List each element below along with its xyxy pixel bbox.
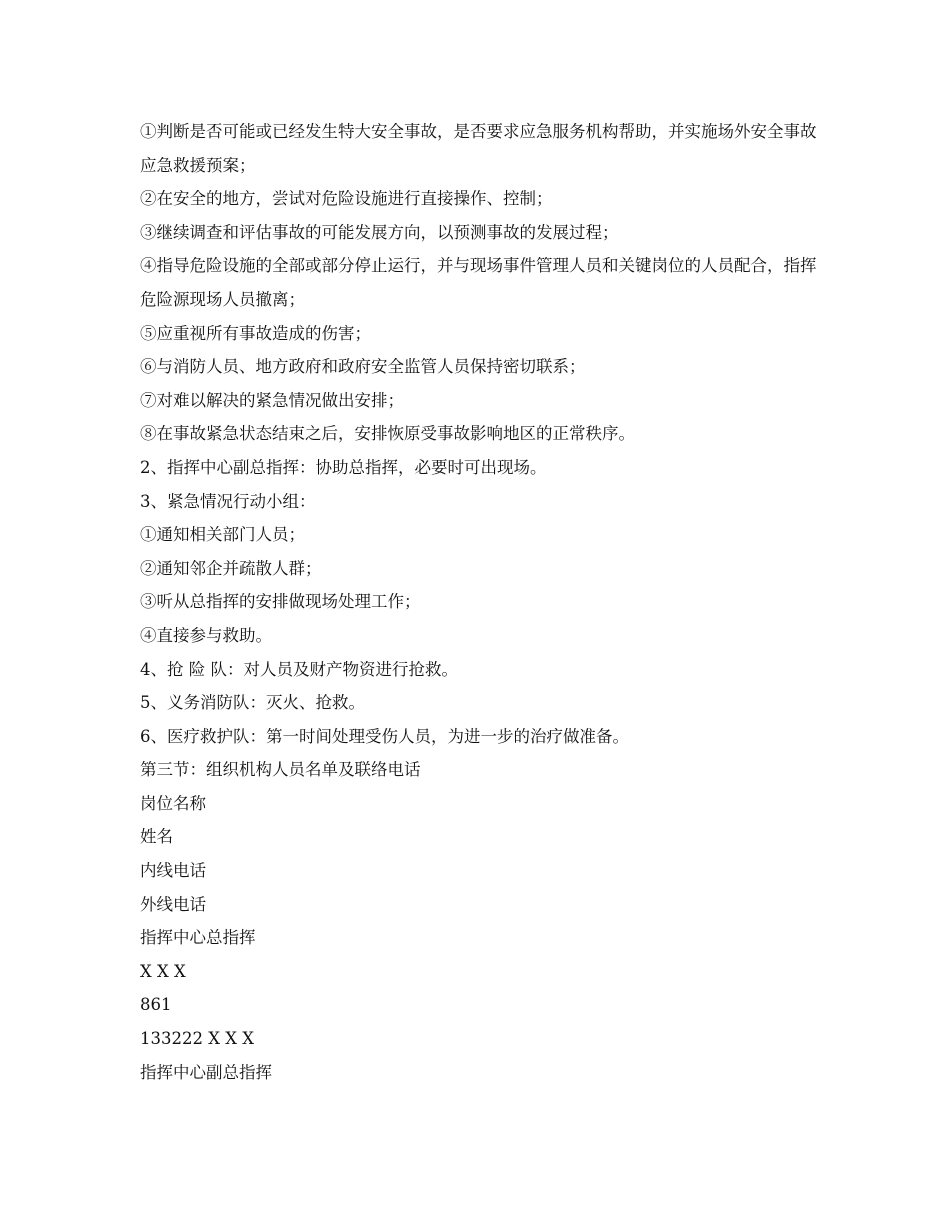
document-body bbox=[140, 115, 820, 1089]
table-cell-name: X X X bbox=[140, 961, 186, 981]
paragraph-duty-6: ⑥与消防人员、地方政府和政府安全监管人员保持密切联系； bbox=[140, 357, 586, 377]
paragraph-medical-team: 6、医疗救护队：第一时间处理受伤人员，为进一步的治疗做准备。 bbox=[140, 726, 629, 746]
paragraph-duty-2: ②在安全的地方，尝试对危险设施进行直接操作、控制； bbox=[140, 189, 553, 209]
paragraph-deputy-commander: 2、指挥中心副总指挥：协助总指挥，必要时可出现场。 bbox=[140, 457, 547, 477]
paragraph-fire-team: 5、义务消防队：灭火、抢救。 bbox=[140, 693, 365, 713]
section-heading: 第三节：组织机构人员名单及联络电话 bbox=[140, 760, 421, 780]
paragraph-duty-1: ①判断是否可能或已经发生特大安全事故，是否要求应急服务机构帮助，并实施场外安全事故应急救援预案； bbox=[140, 122, 817, 175]
paragraph-action-team: 3、紧急情况行动小组： bbox=[140, 491, 316, 511]
table-cell-internal-phone: 861 bbox=[140, 995, 172, 1015]
paragraph-team-duty-1: ①通知相关部门人员； bbox=[140, 525, 305, 545]
table-header-internal-phone: 内线电话 bbox=[140, 861, 206, 881]
table-header-name: 姓名 bbox=[140, 827, 173, 847]
table-cell-external-phone: 133222 X X X bbox=[140, 1029, 254, 1049]
paragraph-rescue-team: 4、抢 险 队：对人员及财产物资进行抢救。 bbox=[140, 659, 458, 679]
paragraph-duty-8: ⑧在事故紧急状态结束之后，安排恢原受事故影响地区的正常秩序。 bbox=[140, 424, 635, 444]
table-header-position: 岗位名称 bbox=[140, 793, 206, 813]
paragraph-duty-3: ③继续调查和评估事故的可能发展方向，以预测事故的发展过程； bbox=[140, 222, 619, 242]
table-cell-position: 指挥中心副总指挥 bbox=[140, 1062, 272, 1082]
paragraph-duty-5: ⑤应重视所有事故造成的伤害； bbox=[140, 323, 371, 343]
paragraph-team-duty-4: ④直接参与救助。 bbox=[140, 625, 272, 645]
paragraph-duty-7: ⑦对难以解决的紧急情况做出安排； bbox=[140, 390, 404, 410]
paragraph-team-duty-2: ②通知邻企并疏散人群； bbox=[140, 558, 322, 578]
paragraph-duty-4: ④指导危险设施的全部或部分停止运行，并与现场事件管理人员和关键岗位的人员配合，指挥危险源现场人员撤离； bbox=[140, 256, 817, 309]
table-cell-position: 指挥中心总指挥 bbox=[140, 928, 256, 948]
table-header-external-phone: 外线电话 bbox=[140, 894, 206, 914]
paragraph-team-duty-3: ③听从总指挥的安排做现场处理工作； bbox=[140, 592, 421, 612]
